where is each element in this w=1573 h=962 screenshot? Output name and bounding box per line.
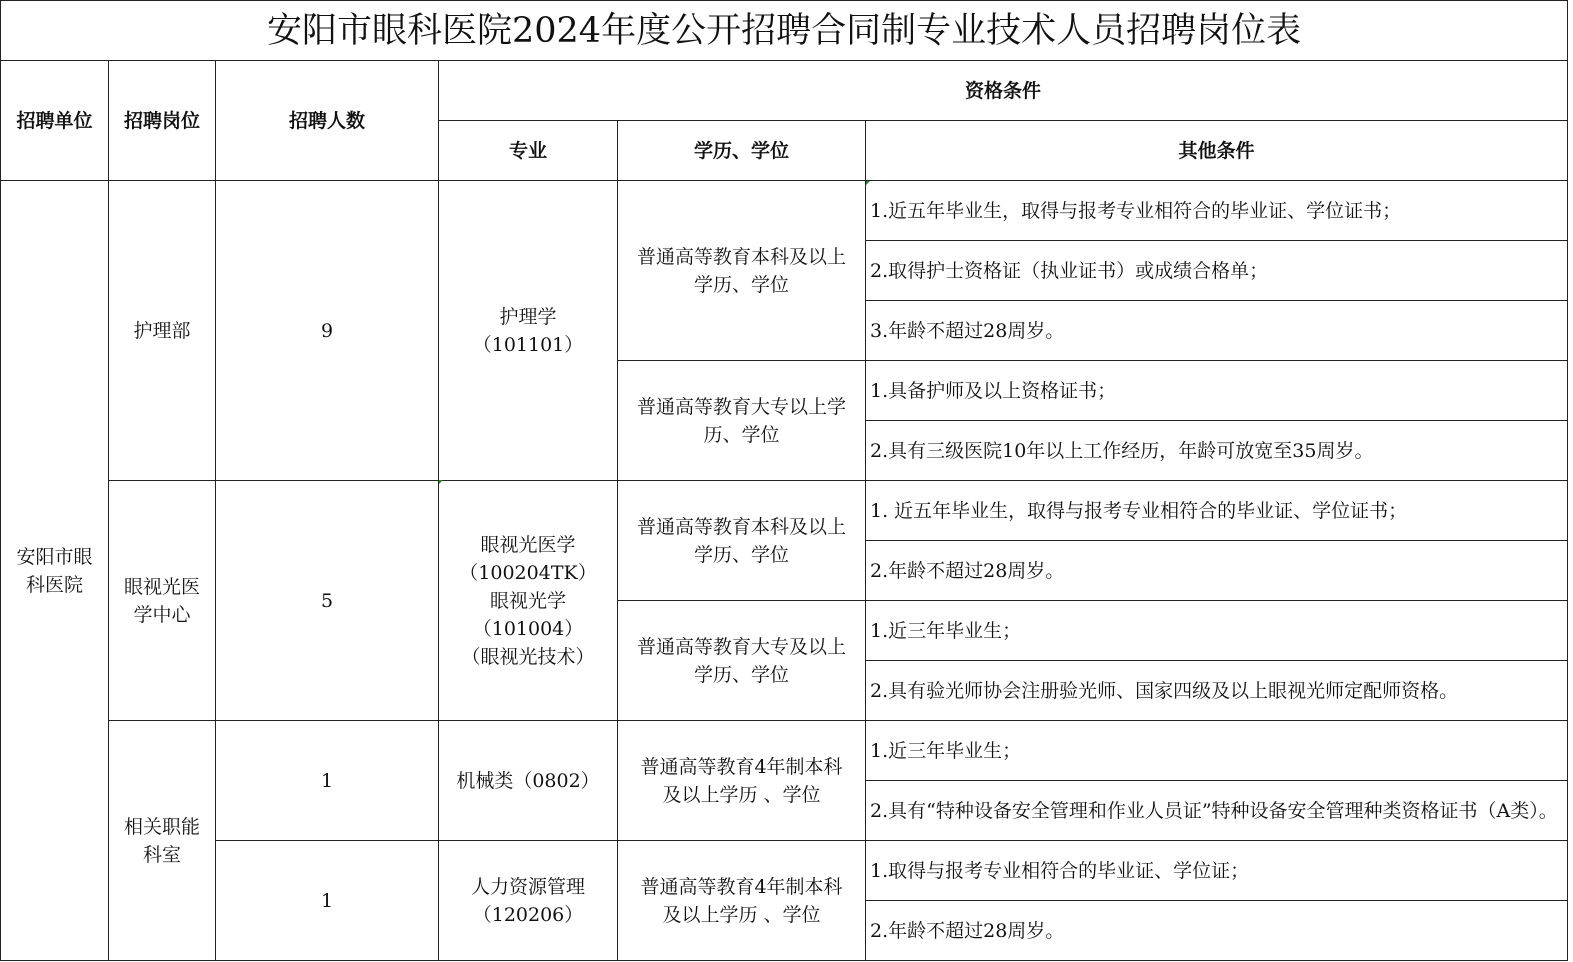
edu-line: 及以上学历 、学位 [662, 783, 821, 806]
major-line: 眼视光医学 [480, 533, 576, 556]
edu-line: 普通高等教育4年制本科 [640, 755, 843, 778]
education-requirement [618, 721, 866, 841]
edu-line: 普通高等教育本科及以上 [636, 515, 846, 538]
edu-line: 普通高等教育本科及以上 [636, 245, 846, 268]
education-requirement [618, 361, 866, 481]
edu-line: 普通高等教育大专以上学 [636, 395, 846, 418]
edu-line: 学历、学位 [693, 543, 789, 566]
position-major [439, 481, 618, 721]
position-name-line: 相关职能 [123, 815, 200, 838]
edu-line: 及以上学历 、学位 [662, 903, 821, 926]
header-other: 其他条件 [866, 121, 1568, 181]
major-line: 眼视光学 [489, 589, 566, 612]
condition-item: 2.具有验光师协会注册验光师、国家四级及以上眼视光师定配师资格。 [866, 661, 1568, 721]
condition-item: 1.具备护师及以上资格证书； [866, 361, 1568, 421]
condition-item: 2.具有三级医院10年以上工作经历，年龄可放宽至35周岁。 [866, 421, 1568, 481]
position-name [109, 181, 216, 481]
header-qualification: 资格条件 [439, 61, 1568, 121]
major-line: 机械类（0802） [456, 769, 600, 792]
major-line: （眼视光技术） [461, 645, 595, 668]
cell-comment-marker [439, 480, 443, 484]
major-line: （101101） [472, 333, 584, 356]
condition-item: 2.具有“特种设备安全管理和作业人员证”特种设备安全管理种类资格证书（A类）。 [866, 781, 1568, 841]
position-count: 1 [216, 841, 439, 961]
position-name [109, 481, 216, 721]
position-major [439, 181, 618, 481]
position-name-line: 学中心 [133, 603, 191, 626]
education-requirement [618, 481, 866, 601]
position-major [439, 721, 618, 841]
unit-cell [1, 181, 109, 961]
position-count: 1 [216, 721, 439, 841]
condition-item: 2.取得护士资格证（执业证书）或成绩合格单； [866, 241, 1568, 301]
unit-line: 安阳市眼 [16, 545, 93, 568]
unit-line: 科医院 [25, 573, 83, 596]
page-title: 安阳市眼科医院2024年度公开招聘合同制专业技术人员招聘岗位表 [1, 1, 1568, 61]
position-major [439, 841, 618, 961]
condition-item: 1.近五年毕业生，取得与报考专业相符合的毕业证、学位证书； [866, 181, 1568, 241]
edu-line: 普通高等教育4年制本科 [640, 875, 843, 898]
edu-line: 学历、学位 [693, 273, 789, 296]
major-line: 护理学 [499, 305, 557, 328]
position-count: 5 [216, 481, 439, 721]
edu-line: 普通高等教育大专及以上 [636, 635, 846, 658]
position-name-line: 科室 [142, 843, 181, 866]
major-line: （101004） [472, 617, 584, 640]
condition-item: 1. 近五年毕业生，取得与报考专业相符合的毕业证、学位证书； [866, 481, 1568, 541]
condition-item: 3.年龄不超过28周岁。 [866, 301, 1568, 361]
condition-item: 1.近三年毕业生； [866, 601, 1568, 661]
position-name [109, 721, 216, 961]
condition-item: 1.近三年毕业生； [866, 721, 1568, 781]
condition-item: 2.年龄不超过28周岁。 [866, 541, 1568, 601]
position-name-line: 眼视光医 [123, 575, 200, 598]
header-count: 招聘人数 [216, 61, 439, 181]
header-unit: 招聘单位 [1, 61, 109, 181]
major-line: （100204TK） [459, 561, 597, 584]
header-major: 专业 [439, 121, 618, 181]
condition-item: 1.取得与报考专业相符合的毕业证、学位证； [866, 841, 1568, 901]
education-requirement [618, 841, 866, 961]
condition-item: 2.年龄不超过28周岁。 [866, 901, 1568, 961]
position-name-line: 护理部 [133, 319, 191, 342]
major-line: 人力资源管理 [470, 875, 585, 898]
position-count: 9 [216, 181, 439, 481]
major-line: （120206） [472, 903, 584, 926]
education-requirement [618, 601, 866, 721]
edu-line: 学历、学位 [693, 663, 789, 686]
cell-comment-marker [866, 181, 870, 185]
header-position: 招聘岗位 [109, 61, 216, 181]
edu-line: 历、学位 [703, 423, 780, 446]
education-requirement [618, 181, 866, 361]
header-education: 学历、学位 [618, 121, 866, 181]
